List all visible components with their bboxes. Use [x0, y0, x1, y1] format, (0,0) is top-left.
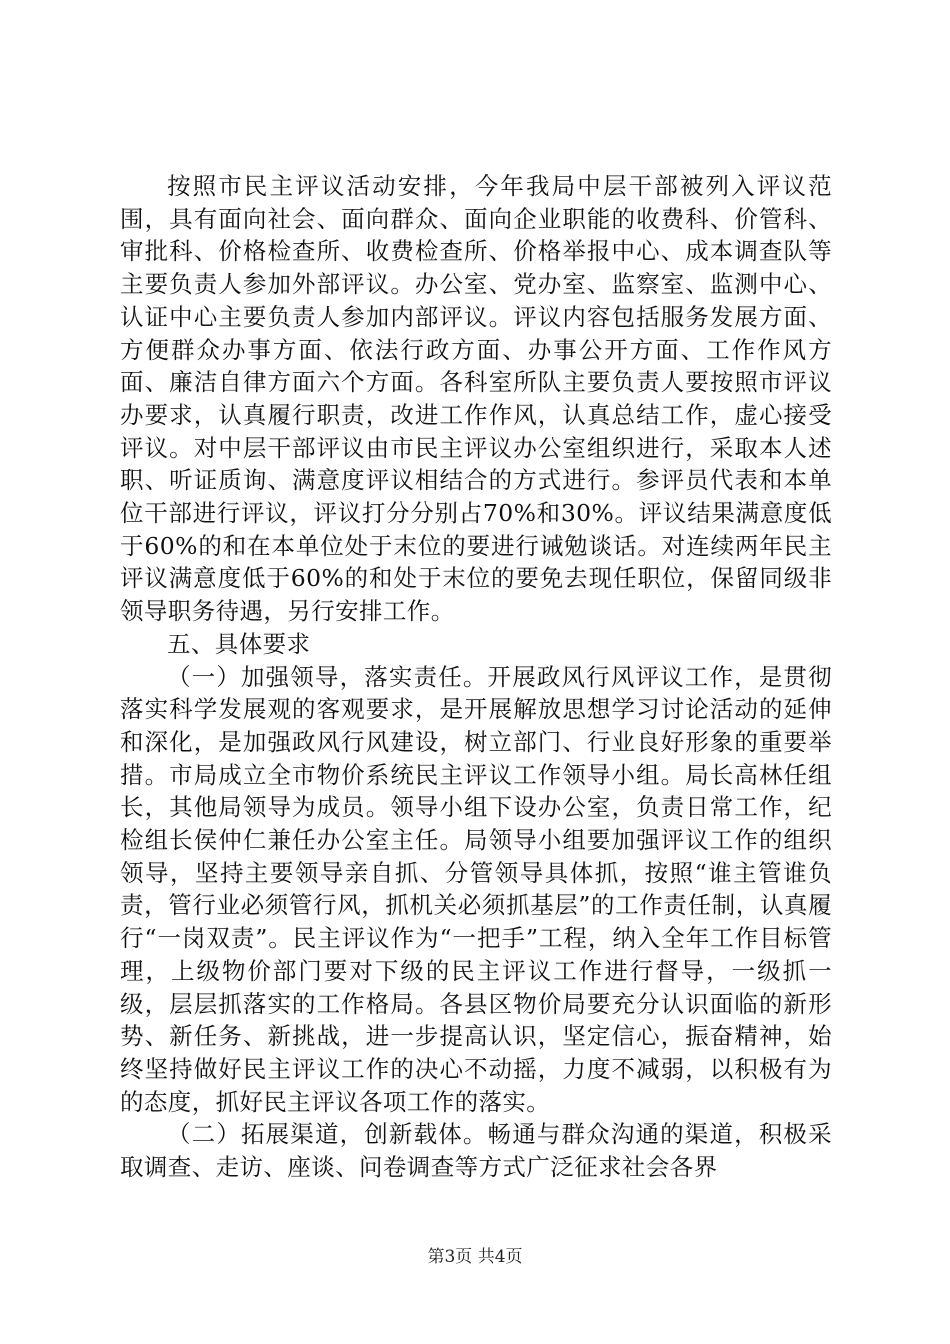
document-body — [120, 170, 832, 1184]
section-heading-specific-requirements: 五、具体要求 — [167, 629, 311, 658]
page-number-footer: 第3页 共4页 — [427, 1247, 523, 1267]
paragraph-strengthen-leadership: （一）加强领导，落实责任。开展政风行风评议工作，是贯彻落实科学发展观的客观要求，是开展解放思想学习讨论活动的延伸和深化，是加强政风行风建设，树立部门、行业良好形象的重要举措。市局成立全市物价系统民主评议工作领导小组。局长高林任组长，其他局领导为成员。领导小组下设办公室，负责日常工作，纪检组长侯仲仁兼任办公室主任。局领导小组要加强评议工作的组织领导，坚持主要领导亲自抓、分管领导具体抓，按照“谁主管谁负责，管行业必须管行风，抓机关必须抓基层”的工作责任制，认真履行“一岗双责”。民主评议作为“一把手”工程，纳入全年工作目标管理，上级物价部门要对下级的民主评议工作进行督导，一级抓一级，层层抓落实的工作格局。各县区物价局要充分认识面临的新形势、新任务、新挑战，进一步提高认识，坚定信心，振奋精神，始终坚持做好民主评议工作的决心不动摇，力度不减弱，以积极有为的态度，抓好民主评议各项工作的落实。 — [120, 662, 832, 1116]
paragraph-expand-channels: （二）拓展渠道，创新载体。畅通与群众沟通的渠道，积极采取调查、走访、座谈、问卷调查等方式广泛征求社会各界 — [120, 1120, 832, 1182]
paragraph-evaluation-scope: 按照市民主评议活动安排，今年我局中层干部被列入评议范围，具有面向社会、面向群众、面向企业职能的收费科、价管科、审批科、价格检查所、收费检查所、价格举报中心、成本调查队等主要负责人参加外部评议。办公室、党办室、监察室、监测中心、认证中心主要负责人参加内部评议。评议内容包括服务发展方面、方便群众办事方面、依法行政方面、办事公开方面、工作作风方面、廉洁自律方面六个方面。各科室所队主要负责人要按照市评议办要求，认真履行职责，改进工作作风，认真总结工作，虚心接受评议。对中层干部评议由市民主评议办公室组织进行，采取本人述职、听证质询、满意度评议相结合的方式进行。参评员代表和本单位干部进行评议，评议打分分别占70%和30%。评议结果满意度低于60%的和在本单位处于末位的要进行诫勉谈话。对连续两年民主评议满意度低于60%的和处于末位的要免去现任职位，保留同级非领导职务待遇，另行安排工作。 — [120, 172, 832, 626]
